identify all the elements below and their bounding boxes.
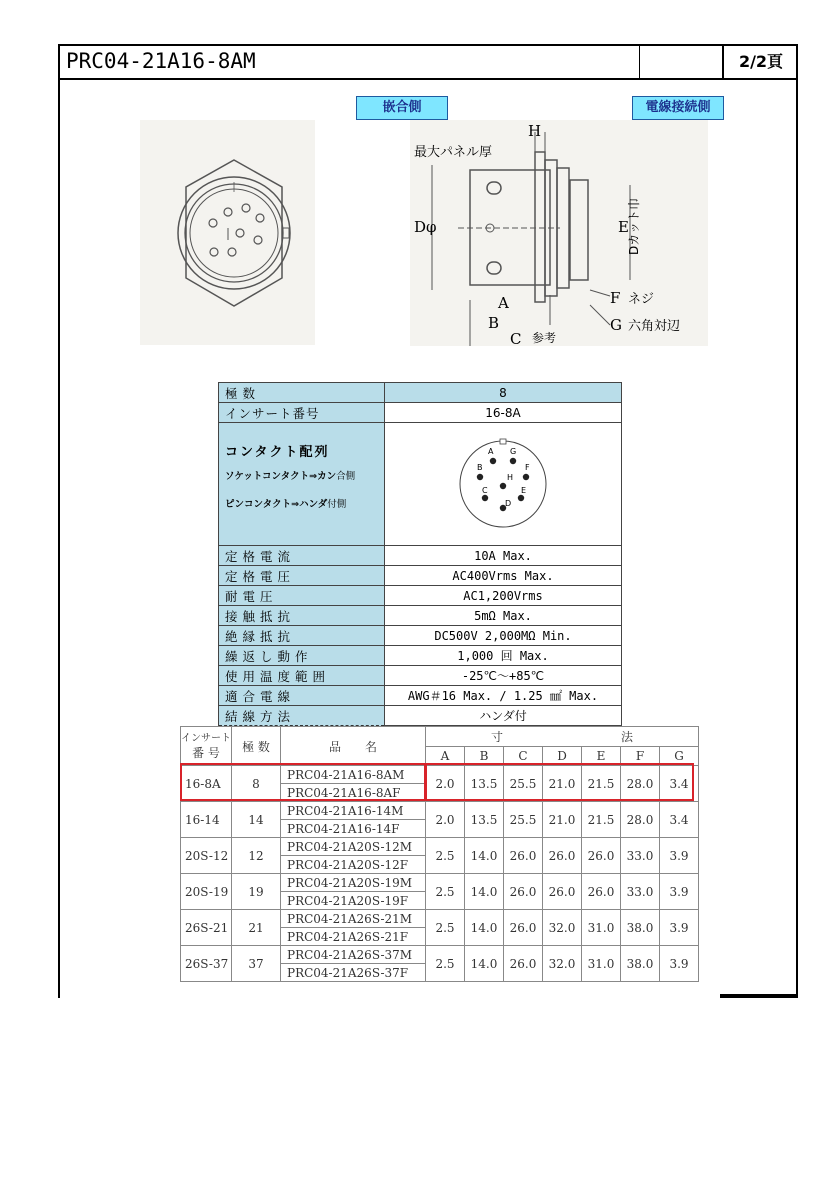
spec-value: 10A Max.	[385, 546, 622, 566]
pin-C	[482, 495, 488, 501]
dim-value: 26.0	[582, 838, 621, 874]
dim-insert: 20S-19	[181, 874, 232, 910]
spec-row	[219, 586, 622, 606]
pin-E	[518, 495, 524, 501]
wire-side-tag: 電線接続側	[632, 96, 724, 120]
spec-label-insert: インサート番号	[219, 403, 385, 423]
dim-value: 2.5	[426, 946, 465, 982]
dim-row	[181, 910, 699, 928]
dim-col-header: C	[504, 746, 543, 766]
contact-line2-b: 付側	[327, 499, 347, 510]
dim-header-insert-top: インサート	[181, 733, 231, 744]
dim-poles: 21	[232, 910, 281, 946]
dim-value: 21.5	[582, 766, 621, 802]
spec-label: 適合電線	[219, 686, 385, 706]
label-F-text: ネジ	[628, 292, 655, 307]
spec-label-poles: 極数	[219, 383, 385, 403]
dim-header-row-1	[181, 727, 699, 747]
dim-value: 2.0	[426, 766, 465, 802]
dim-value: 33.0	[621, 874, 660, 910]
dim-insert: 16-14	[181, 802, 232, 838]
dim-insert: 26S-21	[181, 910, 232, 946]
spec-row-contact	[219, 423, 622, 546]
dim-value: 32.0	[543, 910, 582, 946]
spec-row-poles	[219, 383, 622, 403]
dim-value: 13.5	[465, 766, 504, 802]
spec-label: 耐電圧	[219, 586, 385, 606]
contact-line1	[225, 468, 378, 482]
spec-label: 定格電圧	[219, 566, 385, 586]
dim-header-size	[426, 727, 699, 747]
contact-layout-cell	[219, 423, 385, 546]
dim-col-header: D	[543, 746, 582, 766]
dim-value: 3.4	[660, 766, 699, 802]
label-C-text: 参考	[532, 331, 557, 345]
dim-value: 14.0	[465, 838, 504, 874]
pin-label-G: G	[510, 447, 517, 456]
spec-row	[219, 626, 622, 646]
contact-line2-a: ピンコンタクト⇒ハンダ	[225, 499, 328, 510]
dim-part: PRC04-21A26S-21F	[281, 928, 426, 946]
dim-value: 26.0	[504, 838, 543, 874]
dim-col-header: A	[426, 746, 465, 766]
spec-label: 定格電流	[219, 546, 385, 566]
dim-part: PRC04-21A26S-21M	[281, 910, 426, 928]
dim-value: 3.9	[660, 946, 699, 982]
contact-line2	[225, 496, 378, 510]
dim-value: 14.0	[465, 910, 504, 946]
dim-value: 3.4	[660, 802, 699, 838]
dim-value: 28.0	[621, 802, 660, 838]
dim-part: PRC04-21A20S-19F	[281, 892, 426, 910]
pin-label-B: B	[477, 463, 483, 472]
dim-part: PRC04-21A16-14F	[281, 820, 426, 838]
contact-line1-b: 合側	[336, 471, 356, 482]
dim-value: 3.9	[660, 874, 699, 910]
dim-col-header: E	[582, 746, 621, 766]
highlight-box-part	[180, 763, 426, 801]
label-panel: 最大パネル厚	[414, 145, 493, 160]
dim-poles: 12	[232, 838, 281, 874]
dim-poles: 14	[232, 802, 281, 838]
pin-G	[510, 458, 516, 464]
dim-value: 25.5	[504, 766, 543, 802]
dim-value: 38.0	[621, 910, 660, 946]
spec-label: 使用温度範囲	[219, 666, 385, 686]
spec-value: -25℃～+85℃	[385, 666, 622, 686]
dim-value: 3.9	[660, 910, 699, 946]
dim-part: PRC04-21A16-8AF	[281, 784, 426, 802]
contact-diagram-cell	[385, 423, 622, 546]
mating-side-tag: 嵌合側	[356, 96, 448, 120]
spec-value-insert: 16-8A	[385, 403, 622, 423]
dim-value: 26.0	[543, 874, 582, 910]
highlight-box-dims	[425, 763, 694, 801]
dim-value: 26.0	[582, 874, 621, 910]
label-D: Dφ	[414, 218, 437, 236]
pin-F	[523, 474, 529, 480]
dim-poles: 37	[232, 946, 281, 982]
spec-row	[219, 686, 622, 706]
dim-row	[181, 874, 699, 892]
dim-value: 31.0	[582, 910, 621, 946]
pin-label-D: D	[505, 499, 512, 508]
label-B: B	[488, 314, 500, 332]
header-blank-cell	[639, 46, 722, 78]
spec-label: 繰返し動作	[219, 646, 385, 666]
label-C: C	[510, 330, 522, 346]
dim-col-header: F	[621, 746, 660, 766]
dim-part: PRC04-21A16-14M	[281, 802, 426, 820]
dim-value: 31.0	[582, 946, 621, 982]
spec-value: ハンダ付	[385, 706, 622, 726]
dim-value: 14.0	[465, 946, 504, 982]
spec-value-poles: 8	[385, 383, 622, 403]
spec-value: AWG＃16 Max. / 1.25 ㎟ Max.	[385, 686, 622, 706]
dim-header-size-right: 法	[620, 729, 633, 744]
dim-part: PRC04-21A26S-37M	[281, 946, 426, 964]
dim-part: PRC04-21A20S-12M	[281, 838, 426, 856]
dim-part: PRC04-21A20S-19M	[281, 874, 426, 892]
dim-header-size-left: 寸	[490, 729, 503, 744]
label-cut: Dカット巾	[627, 197, 641, 255]
dim-insert: 26S-37	[181, 946, 232, 982]
label-A: A	[498, 294, 509, 312]
dim-poles: 8	[232, 766, 281, 802]
dim-insert: 20S-12	[181, 838, 232, 874]
dim-col-header: B	[465, 746, 504, 766]
label-H: H	[528, 122, 542, 140]
spec-value: 5mΩ Max.	[385, 606, 622, 626]
pin-label-F: F	[525, 463, 530, 472]
dim-value: 14.0	[465, 874, 504, 910]
spec-value: DC500V 2,000MΩ Min.	[385, 626, 622, 646]
label-E: E	[618, 218, 629, 236]
dim-value: 13.5	[465, 802, 504, 838]
spec-label: 接触抵抗	[219, 606, 385, 626]
label-G: G	[610, 316, 622, 334]
dim-value: 26.0	[543, 838, 582, 874]
dim-value: 3.9	[660, 838, 699, 874]
spec-value: AC400Vrms Max.	[385, 566, 622, 586]
spec-row-insert	[219, 403, 622, 423]
pin-label-H: H	[507, 473, 514, 482]
dim-value: 26.0	[504, 910, 543, 946]
contact-pin-diagram	[443, 434, 563, 534]
spec-table	[218, 382, 622, 726]
dim-value: 2.5	[426, 838, 465, 874]
spec-row	[219, 546, 622, 566]
dim-part: PRC04-21A16-8AM	[281, 766, 426, 784]
spec-row	[219, 646, 622, 666]
dim-part: PRC04-21A20S-12F	[281, 856, 426, 874]
dim-row	[181, 838, 699, 856]
spec-value: AC1,200Vrms	[385, 586, 622, 606]
spec-row	[219, 706, 622, 726]
dim-poles: 19	[232, 874, 281, 910]
pin-H	[500, 483, 506, 489]
dim-header-part: 品 名	[281, 727, 426, 766]
front-view-drawing	[140, 120, 315, 345]
spec-label: 絶縁抵抗	[219, 626, 385, 646]
spec-row	[219, 606, 622, 626]
contact-line1-a: ソケットコンタクト⇒カン	[225, 471, 337, 482]
pin-label-A: A	[488, 447, 494, 456]
pin-label-E: E	[521, 486, 527, 495]
dim-value: 2.5	[426, 910, 465, 946]
label-F: F	[610, 289, 621, 307]
pin-label-C: C	[482, 486, 488, 495]
dim-value: 32.0	[543, 946, 582, 982]
dim-insert: 16-8A	[181, 766, 232, 802]
dim-header-poles: 極 数	[232, 727, 281, 766]
pin-A	[490, 458, 496, 464]
dim-value: 21.0	[543, 802, 582, 838]
doc-title: PRC04-21A16-8AM	[66, 49, 256, 73]
dim-value: 21.5	[582, 802, 621, 838]
contact-title: コンタクト配列	[225, 445, 330, 460]
dim-part: PRC04-21A26S-37F	[281, 964, 426, 982]
dim-value: 21.0	[543, 766, 582, 802]
dim-value: 2.5	[426, 874, 465, 910]
footer-bar	[720, 994, 798, 998]
dim-value: 38.0	[621, 946, 660, 982]
dim-value: 25.5	[504, 802, 543, 838]
dim-header-insert-bottom: 番 号	[192, 746, 220, 760]
dim-row	[181, 946, 699, 964]
dim-row	[181, 802, 699, 820]
pin-B	[477, 474, 483, 480]
header-bar	[60, 46, 796, 80]
dim-col-header: G	[660, 746, 699, 766]
spec-row	[219, 666, 622, 686]
side-view-drawing	[410, 120, 708, 346]
dim-value: 33.0	[621, 838, 660, 874]
dim-value: 26.0	[504, 946, 543, 982]
spec-rows	[219, 546, 622, 726]
dim-value: 2.0	[426, 802, 465, 838]
spec-value: 1,000 回 Max.	[385, 646, 622, 666]
dim-value: 28.0	[621, 766, 660, 802]
label-G-text: 六角対辺	[628, 319, 681, 334]
spec-row	[219, 566, 622, 586]
page-number: 2/2頁	[722, 46, 798, 78]
dim-value: 26.0	[504, 874, 543, 910]
spec-label: 結線方法	[219, 706, 385, 726]
dim-header-insert	[181, 727, 232, 766]
